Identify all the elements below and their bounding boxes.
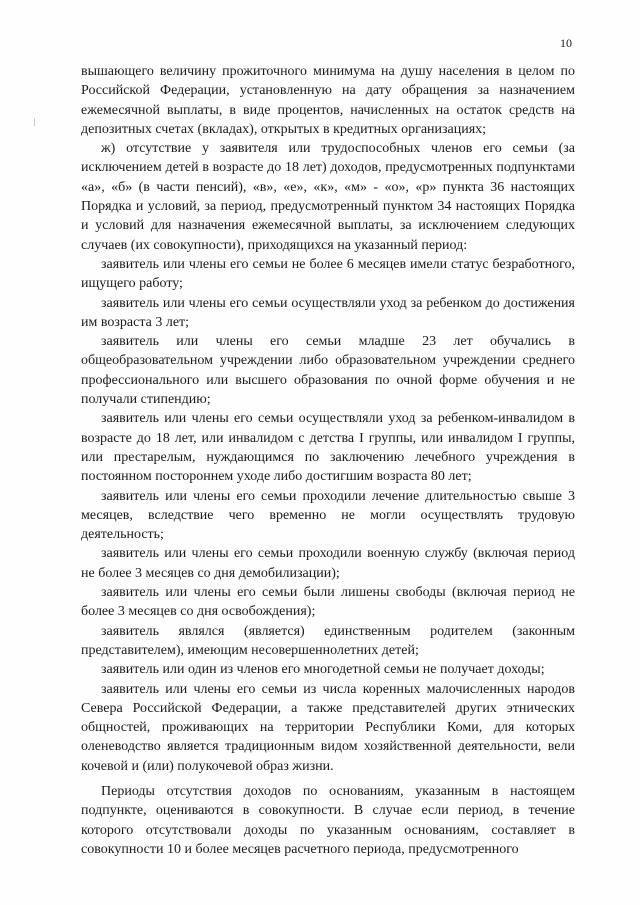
list-item: заявитель или члены его семьи проходили лечение длительностью свыше 3 месяцев, вследствие чего временно не могли осуществлять трудовую деятельность;	[81, 488, 575, 543]
margin-mark	[34, 118, 35, 126]
list-item: заявитель или члены его семьи младше 23 лет обучались в общеобразовательном учреждении либо образовательном учреждении среднего профессионального или высшего образования по очной форме обучения и не получали стипендию;	[81, 334, 575, 408]
paragraph-final: Периоды отсутствия доходов по основаниям, указанным в настоящем подпункте, оцениваются в совокупности. В случае если период, в течение которого отсутствовали доходы по указанным основаниям, составляет в совокупности 10 и более месяцев расчетного периода, предусмотренного	[81, 783, 575, 857]
list-item: заявитель или члены его семьи осуществляли уход за ребенком до достижения им возраста 3 лет;	[81, 295, 575, 330]
list-item: заявитель или члены его семьи не более 6 месяцев имели статус безработного, ищущего работу;	[81, 256, 575, 292]
list-item: заявитель или члены его семьи осуществляли уход за ребенком-инвалидом в возрасте до 18 лет, или инвалидом с детства I группы, или инвалидом I группы, или престарелым, нуждающимся по заключению лечебного учреждения в постоянном постороннем уходе либо достигшим возраста 80 лет;	[81, 411, 575, 485]
list-item: заявитель являлся (является) единственным родителем (законным представителем), имеющим несовершеннолетних детей;	[81, 623, 575, 658]
list-item: заявитель или члены его семьи из числа коренных малочисленных народов Севера Российской Федерации, а также представителей других этнических общностей, проживающих на территории Республики Коми, для которых оленеводство является традиционным видом хозяйственной деятельности, вели кочевой и (или) полукочевой образ жизни.	[81, 681, 575, 774]
list-item: заявитель или один из членов его многодетной семьи не получает доходы;	[101, 662, 545, 678]
paragraph-continuation: вышающего величину прожиточного минимума на душу населения в целом по Российской Федерации, установленную на дату обращения за назначением ежемесячной выплаты, в виде процентов, начисленных на остаток средств на депозитных счетах (вкладах), открытых в кредитных организациях;	[81, 64, 575, 137]
paragraph-zh: ж) отсутствие у заявителя или трудоспособных членов его семьи (за исключением детей в возрасте до 18 лет) доходов, предусмотренных подпунктами «а», «б» (в части пенсий), «в», «е», «к», «м» - «о», «р» пункта 36 настоящих Порядка и условий, за период, предусмотренный пунктом 34 настоящих Порядка и условий для назначения ежемесячной выплаты, за исключением следующих случаев (их совокупности), приходящихся на указанный период:	[81, 141, 575, 253]
list-item: заявитель или члены его семьи проходили военную службу (включая период не более 3 месяцев со дня демобилизации);	[81, 546, 575, 581]
list-item: заявитель или члены его семьи были лишены свободы (включая период не более 3 месяцев со дня освобождения);	[81, 585, 575, 620]
body-text	[81, 62, 575, 859]
page-number: 10	[560, 36, 572, 50]
